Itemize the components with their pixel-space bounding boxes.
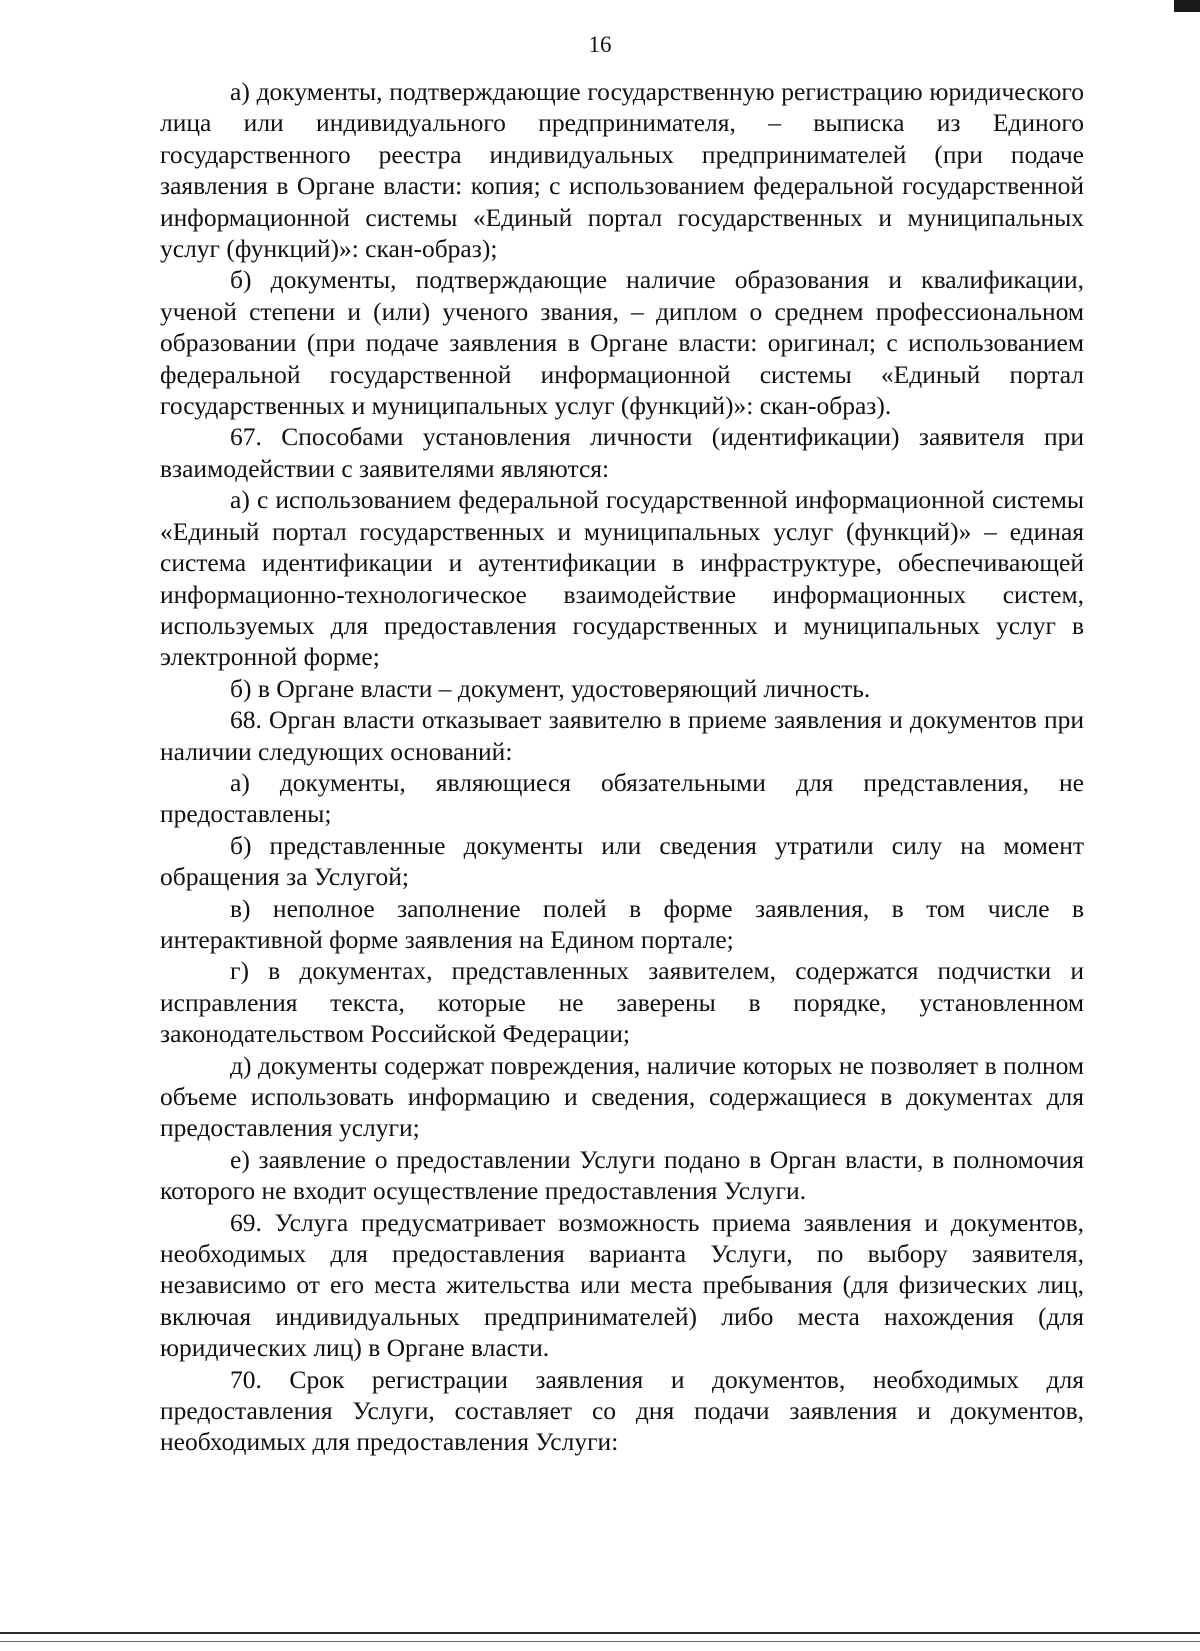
paragraph-68: 68. Орган власти отказывает заявителю в приеме заявления и документов при наличии следующих оснований: (160, 705, 1084, 766)
paragraph-70: 70. Срок регистрации заявления и документов, необходимых для предоставления Услуги, составляет со дня подачи заявления и документов, необходимых для предоставления Услуги: (160, 1364, 1084, 1457)
page-number: 16 (588, 32, 612, 57)
paragraph-68-d: д) документы содержат повреждения, наличие которых не позволяет в полном объеме использовать информацию и сведения, содержащиеся в документах для предоставления услуги; (160, 1050, 1084, 1143)
scan-corner-mark (1174, 0, 1200, 12)
paragraph-68-v: в) неполное заполнение полей в форме заявления, в том числе в интерактивной форме заявления на Едином портале; (160, 893, 1084, 954)
paragraph-68-e: е) заявление о предоставлении Услуги подано в Орган власти, в полномочия которого не входит осуществление предоставления Услуги. (160, 1144, 1084, 1206)
paragraph-67-b: б) в Органе власти – документ, удостоверяющий личность. (230, 673, 871, 703)
paragraph-68-g: г) в документах, представленных заявителем, содержатся подчистки и исправления текста, которые не заверены в порядке, установленном законодательством Российской Федерации; (160, 956, 1084, 1049)
paragraph-67-a: а) с использованием федеральной государственной информационной системы «Единый портал государственных и муниципальных услуг (функций)» – единая система идентификации и аутентификации в инфраструктуре, обеспечивающей информационно-технологическое взаимодействие информационных систем, используемых для предоставления государственных и муниципальных услуг в электронной форме; (160, 485, 1084, 672)
paragraph-66-a: а) документы, подтверждающие государственную регистрацию юридического лица или индивидуального предпринимателя, – выписка из Единого государственного реестра индивидуальных предпринимателей (при подаче заявления в Органе власти: копия; с использованием федеральной государственной информационной системы «Единый портал государственных и муниципальных услуг (функций)»: скан-образ); (160, 77, 1084, 264)
paragraph-67: 67. Способами установления личности (идентификации) заявителя при взаимодействии с заявителями являются: (160, 422, 1084, 483)
paragraph-68-a: а) документы, являющиеся обязательными для представления, не предоставлены; (160, 767, 1084, 829)
paragraph-68-b: б) представленные документы или сведения утратили силу на момент обращения за Услугой; (160, 830, 1084, 892)
scan-edge-line (0, 1632, 1200, 1634)
scan-edge-line-thin (0, 1641, 1200, 1642)
document-body (160, 76, 1084, 1458)
paragraph-69: 69. Услуга предусматривает возможность приема заявления и документов, необходимых для предоставления варианта Услуги, по выбору заявителя, независимо от его места жительства или места пребывания (для физических лиц, включая индивидуальных предпринимателей) либо места нахождения (для юридических лиц) в Органе власти. (160, 1207, 1084, 1363)
paragraph-66-b: б) документы, подтверждающие наличие образования и квалификации, ученой степени и (или) ученого звания, – диплом о среднем профессиональном образовании (при подаче заявления в Органе власти: оригинал; с использованием федеральной государственной информационной системы «Единый портал государственных и муниципальных услуг (функций)»: скан-образ). (160, 265, 1084, 421)
